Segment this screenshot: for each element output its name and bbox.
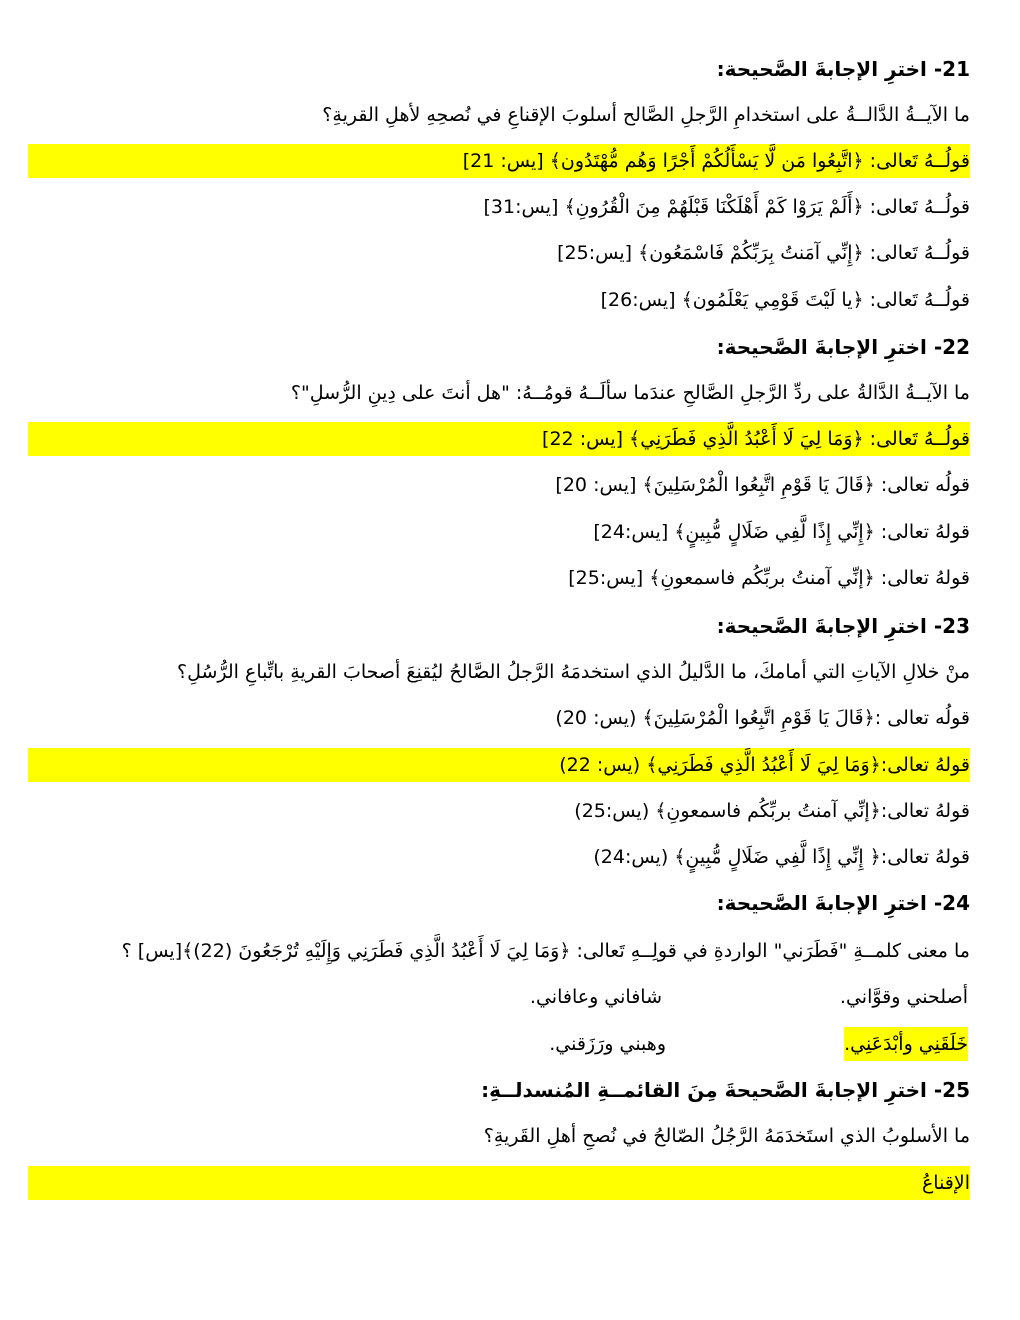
q23-question: منْ خلالِ الآياتِ التي أمامكَ، ما الدَّليلُ الذي استخدمَهُ الرَّجلُ الصَّالحُ ليُقنِعَ أصحابَ القريةِ باتِّباعِ الرُّسُلِ؟: [177, 661, 970, 683]
q22-heading: 22- اخترِ الإجابةَ الصَّحيحة:: [716, 335, 970, 359]
q23-option-3[interactable]: قولهُ تعالى:﴿إنِّي آمنتُ بربِّكُم فاسمعونِ﴾ (يس:25): [574, 800, 970, 822]
q24-question: ما معنى كلمــةِ "فَطَرَني" الواردةِ في قولِــهِ تَعالى: ﴿وَمَا لِيَ لَا أَعْبُدُ الَّذِي فَطَرَنِي وَإِلَيْهِ تُرْجَعُونَ (22)﴾[يس] ؟: [121, 940, 970, 962]
q24-option-4[interactable]: وهبني ورَزَقني.: [549, 1033, 666, 1055]
q23-option-4[interactable]: قولهُ تعالى:﴿ إِنِّي إِذًا لَّفِي ضَلَالٍ مُّبِينٍ﴾ (يس:24): [593, 846, 970, 868]
q22-option-3[interactable]: قولهُ تعالى: ﴿إِنِّي إِذًا لَّفِي ضَلَالٍ مُّبِينٍ﴾ [يس:24]: [593, 521, 970, 543]
q23-heading: 23- اخترِ الإجابةَ الصَّحيحة:: [716, 614, 970, 638]
q21-question: ما الآيــةُ الدَّالــةُ على استخدامِ الرَّجلِ الصَّالح أسلوبَ الإقناعِ في نُصحِهِ لأهلِ القريةِ؟: [322, 104, 970, 126]
q23-option-2-correct[interactable]: قولهُ تعالى:﴿وَمَا لِيَ لَا أَعْبُدُ الَّذِي فَطَرَنِي﴾ (يس: 22): [28, 748, 970, 782]
q22-question: ما الآيــةُ الدَّالةُ على ردِّ الرَّجلِ الصَّالحِ عندَما سألَــهُ قومُــهُ: "هل أنتَ على دِينِ الرُّسلِ"؟: [290, 382, 970, 404]
q22-option-4[interactable]: قولهُ تعالى: ﴿إنِّي آمنتُ بربِّكُم فاسمعونِ﴾ [يس:25]: [568, 567, 970, 589]
q24-option-3-correct[interactable]: خَلَقَنِي وأبْدَعَنِي.: [844, 1027, 968, 1061]
q24-option-1[interactable]: أصلحني وقوَّاني.: [839, 986, 968, 1008]
q21-heading: 21- اخترِ الإجابةَ الصَّحيحة:: [716, 57, 970, 81]
q24-heading: 24- اخترِ الإجابةَ الصَّحيحة:: [716, 891, 970, 915]
q21-option-2[interactable]: قولُــهُ تَعالى: ﴿أَلَمْ يَرَوْا كَمْ أَهْلَكْنَا قَبْلَهُمْ مِنَ الْقُرُونِ﴾ [يس:31]: [483, 196, 970, 218]
q24-option-2[interactable]: شافاني وعافاني.: [529, 986, 662, 1008]
q25-dropdown-answer[interactable]: الإقناعُ: [28, 1166, 970, 1200]
q25-question: ما الأسلوبُ الذي استَخدَمَهُ الرَّجُلُ الصّالحُ في نُصحِ أهلِ القَريةِ؟: [483, 1125, 970, 1147]
q21-option-3[interactable]: قولُــهُ تَعالى: ﴿إِنِّي آمَنتُ بِرَبِّكُمْ فَاسْمَعُون﴾ [يس:25]: [557, 242, 970, 264]
q23-option-1[interactable]: قولُه تعالى :﴿قَالَ يَا قَوْمِ اتَّبِعُوا الْمُرْسَلِينَ﴾ (يس: 20): [555, 707, 970, 729]
q22-option-1-correct[interactable]: قولُــهُ تَعالى: ﴿وَمَا لِيَ لَا أَعْبُدُ الَّذِي فَطَرَنِي﴾ [يس: 22]: [28, 422, 970, 456]
q25-heading: 25- اخترِ الإجابةَ الصَّحيحةَ مِنَ القائمــةِ المُنسدلــةِ:: [481, 1078, 970, 1102]
q22-option-2[interactable]: قولُه تعالى: ﴿قَالَ يَا قَوْمِ اتَّبِعُوا الْمُرْسَلِينَ﴾ [يس: 20]: [555, 474, 970, 496]
q21-option-1-correct[interactable]: قولُــهُ تَعالى: ﴿اتَّبِعُوا مَن لَّا يَسْأَلُكُمْ أَجْرًا وَهُم مُّهْتَدُون﴾ [يس: 21]: [28, 144, 970, 178]
q21-option-4[interactable]: قولُــهُ تَعالى: ﴿يا لَيْتَ قَوْمِي يَعْلَمُون﴾ [يس:26]: [600, 289, 970, 311]
